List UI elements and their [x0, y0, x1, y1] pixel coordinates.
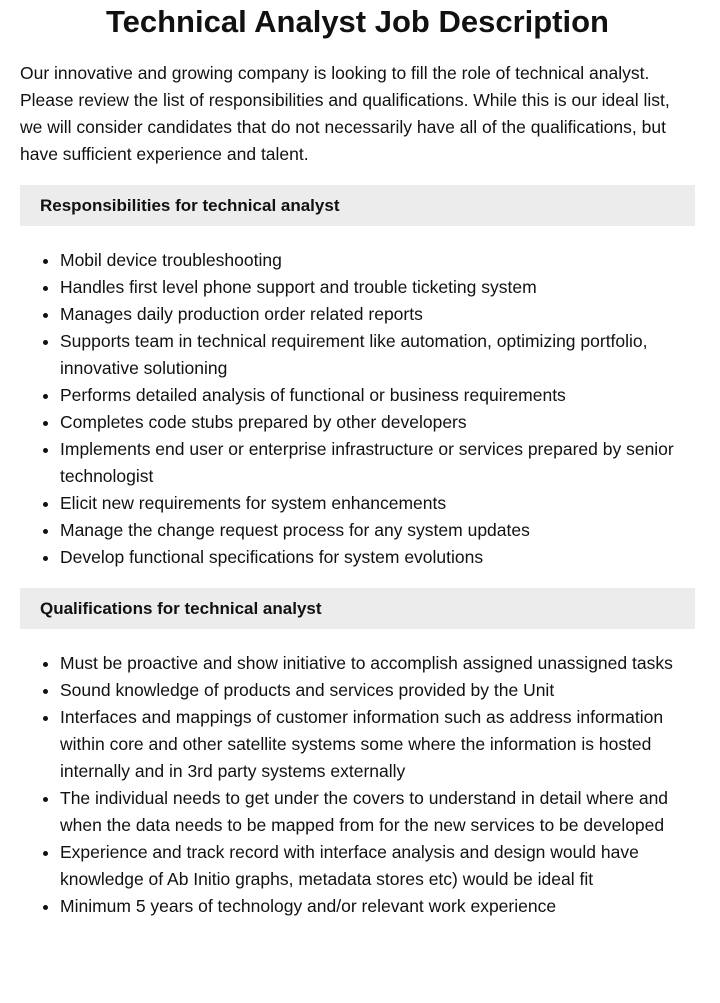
list-item: • Minimum 5 years of technology and/or relevant work experience	[60, 893, 695, 920]
list-item: • Mobil device troubleshooting	[60, 247, 695, 274]
list-item: • Develop functional specifications for system evolutions	[60, 544, 695, 571]
list-item: • Elicit new requirements for system enhancements	[60, 490, 695, 517]
qualifications-list	[20, 650, 695, 920]
list-item: • Supports team in technical requirement like automation, optimizing portfolio, innovative solutioning	[60, 328, 695, 382]
list-item: • Manages daily production order related reports	[60, 301, 695, 328]
list-item: • Completes code stubs prepared by other developers	[60, 409, 695, 436]
intro-paragraph: Our innovative and growing company is looking to fill the role of technical analyst. Please review the list of responsibilities and qualifications. While this is our ideal list, we will consider candidates that do not necessarily have all of the qualifications, but have sufficient experience and talent.	[20, 63, 670, 164]
section-qualifications	[20, 588, 695, 920]
list-item: • Experience and track record with interface analysis and design would have knowledge of Ab Initio graphs, metadata stores etc) would be ideal fit	[60, 839, 695, 893]
page-title: Technical Analyst Job Description	[105, 4, 609, 39]
list-item: • Must be proactive and show initiative to accomplish assigned unassigned tasks	[60, 650, 695, 677]
list-item: • Implements end user or enterprise infrastructure or services prepared by senior technologist	[60, 436, 695, 490]
list-item: • Performs detailed analysis of functional or business requirements	[60, 382, 695, 409]
section-responsibilities	[20, 185, 695, 571]
list-item: • The individual needs to get under the covers to understand in detail where and when the data needs to be mapped from for the new services to be developed	[60, 785, 695, 839]
responsibilities-list	[20, 247, 695, 571]
list-item: • Sound knowledge of products and services provided by the Unit	[60, 677, 695, 704]
section-heading: Qualifications for technical analyst	[20, 588, 695, 629]
list-item: • Manage the change request process for any system updates	[60, 517, 695, 544]
section-heading: Responsibilities for technical analyst	[20, 185, 695, 226]
list-item: • Handles first level phone support and trouble ticketing system	[60, 274, 695, 301]
list-item: • Interfaces and mappings of customer information such as address information within core and other satellite systems some where the information is hosted internally and in 3rd party systems externally	[60, 704, 695, 785]
